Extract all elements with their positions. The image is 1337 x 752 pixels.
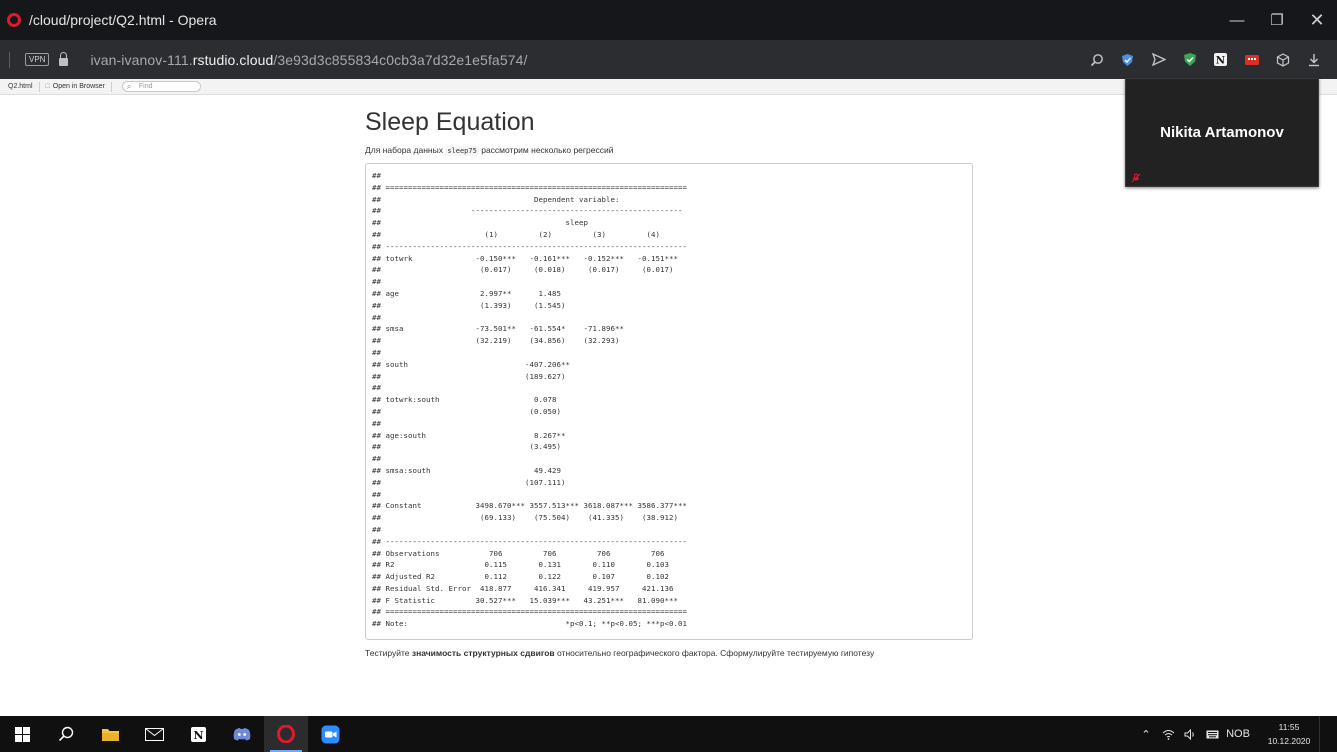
svg-text:N: N (1215, 55, 1226, 67)
output-line: ## Dependent variable: (372, 194, 620, 204)
output-line: ## Observations 706 706 706 706 (372, 548, 665, 558)
cube-icon[interactable] (1267, 40, 1298, 79)
output-line: ## R2 0.115 0.131 0.110 0.103 (372, 560, 669, 570)
zoom-icon[interactable] (308, 716, 352, 752)
output-line: ## (0.050) (372, 406, 561, 416)
file-tab[interactable]: Q2.html (8, 83, 33, 90)
output-line: ## (372, 171, 381, 180)
task-text-after: относительно географического фактора. Сформулируйте тестируемую гипотезу (554, 648, 875, 658)
url-field[interactable] (90, 52, 527, 68)
intro-text (365, 145, 975, 155)
windows-start-icon[interactable] (0, 716, 44, 752)
output-line: ## totwrk:south 0.078 (372, 395, 557, 405)
minimize-icon[interactable]: — (1229, 11, 1245, 29)
url-path: /3e93d3c855834c0cb3a7d32e1e5fa574/ (273, 51, 528, 68)
output-line: ## (372, 489, 381, 499)
clock[interactable] (1259, 720, 1319, 748)
output-line: ## F Statistic 30.527*** 15.039*** 43.251*** 81.090*** (372, 595, 678, 605)
opera-icon[interactable] (264, 716, 308, 752)
output-line: ## (372, 524, 381, 534)
task-text-before: Тестируйте (365, 648, 412, 658)
output-line: ## (372, 347, 381, 357)
browser-titlebar (0, 0, 1337, 40)
notion-icon[interactable] (1205, 40, 1236, 79)
html-document (365, 95, 975, 658)
muted-mic-icon (1131, 173, 1141, 183)
file-explorer-icon[interactable] (88, 716, 132, 752)
restore-icon[interactable]: ❐ (1270, 12, 1284, 29)
output-line: ## ------------------------------------------------------------------- (372, 536, 687, 546)
output-line: ## age:south 8.267** (372, 430, 566, 440)
output-line: ## sleep (372, 218, 588, 228)
clock-time: 11:55 (1278, 722, 1300, 732)
divider (9, 52, 10, 68)
intro-text-before: Для набора данных (365, 145, 443, 155)
divider (39, 82, 40, 92)
url-domain: rstudio.cloud (192, 51, 274, 68)
page-title: Sleep Equation (365, 108, 535, 136)
output-line: ## (107.111) (372, 477, 566, 487)
open-in-browser-label: Open in Browser (52, 83, 105, 90)
vpn-badge[interactable]: VPN (25, 53, 49, 66)
output-line: ## age 2.997** 1.485 (372, 288, 561, 298)
clock-date: 10.12.2020 (1267, 736, 1311, 746)
intro-text-after: рассмотрим несколько регрессий (481, 145, 614, 155)
send-icon[interactable] (1143, 40, 1174, 79)
opera-logo-icon[interactable] (7, 13, 21, 27)
output-line: ## ----------------------------------------------- (372, 206, 683, 216)
browser-window-icon: □ (45, 83, 50, 90)
close-icon[interactable]: ✕ (1309, 9, 1325, 30)
download-icon[interactable] (1298, 40, 1329, 79)
find-input[interactable]: ⌕ Find (122, 81, 201, 92)
record-icon[interactable] (1236, 40, 1267, 79)
output-line: ## (69.133) (75.504) (41.335) (38.912) (372, 513, 678, 523)
output-line: ## (372, 277, 381, 287)
output-line: ## (189.627) (372, 371, 566, 381)
output-line: ## smsa:south 49.429 (372, 465, 561, 475)
video-participant-tile[interactable] (1125, 78, 1319, 187)
participant-name: Nikita Artamonov (1160, 124, 1284, 141)
output-line: ## smsa -73.501** -61.554* -71.896** (372, 324, 624, 334)
regression-output-block (365, 163, 973, 640)
system-tray (1135, 716, 1337, 752)
search-icon[interactable] (1081, 40, 1112, 79)
chevron-up-icon[interactable]: ⌃ (1141, 728, 1151, 741)
windows-taskbar (0, 716, 1337, 752)
shield-icon[interactable] (1112, 40, 1143, 79)
wifi-icon[interactable] (1157, 729, 1179, 740)
output-line: ## totwrk -0.150*** -0.161*** -0.152*** -0.151*** (372, 253, 678, 263)
open-in-browser-button[interactable] (46, 83, 105, 90)
output-line: ## (32.219) (34.856) (32.293) (372, 336, 620, 346)
url-prefix: ivan-ivanov-111. (90, 51, 193, 68)
output-line: ## south -407.206** (372, 359, 570, 369)
task-text (365, 648, 975, 658)
divider (111, 82, 112, 92)
speaker-icon[interactable] (1179, 729, 1201, 740)
discord-icon[interactable] (220, 716, 264, 752)
regression-table (372, 170, 966, 630)
output-line: ## (372, 312, 381, 322)
output-line: ## (0.017) (0.018) (0.017) (0.017) (372, 265, 674, 275)
show-desktop-button[interactable] (1319, 716, 1337, 752)
lock-icon[interactable] (59, 58, 68, 66)
dataset-name: sleep75 (447, 147, 477, 155)
task-text-bold: значимость структурных сдвигов (411, 648, 555, 658)
output-line: ## (1) (2) (3) (4) (372, 229, 660, 239)
input-language-indicator[interactable]: NOB (1226, 728, 1250, 740)
output-line: ## (372, 383, 381, 393)
output-line: ## (1.393) (1.545) (372, 300, 566, 310)
output-line: ## Adjusted R2 0.112 0.122 0.107 0.102 (372, 572, 669, 582)
address-bar (0, 40, 1337, 79)
output-line: ## =================================================================== (372, 182, 687, 192)
adblock-shield-icon[interactable] (1174, 40, 1205, 79)
output-line: ## Residual Std. Error 418.877 416.341 419.957 421.136 (372, 583, 674, 593)
output-line: ## (3.495) (372, 442, 561, 452)
keyboard-icon[interactable] (1201, 730, 1223, 739)
window-title: /cloud/project/Q2.html - Opera (29, 12, 217, 28)
output-line: ## =================================================================== (372, 607, 687, 617)
notion-icon[interactable] (176, 716, 220, 752)
svg-text:N: N (192, 728, 204, 742)
output-line: ## Constant 3498.670*** 3557.513*** 3618.087*** 3586.377*** (372, 501, 687, 511)
output-line: ## ------------------------------------------------------------------- (372, 241, 687, 251)
output-line: ## (372, 454, 381, 464)
output-line: ## (372, 418, 381, 428)
search-icon[interactable] (44, 716, 88, 752)
mail-icon[interactable] (132, 716, 176, 752)
output-line: ## Note: *p<0.1; **p<0.05; ***p<0.01 (372, 619, 687, 629)
